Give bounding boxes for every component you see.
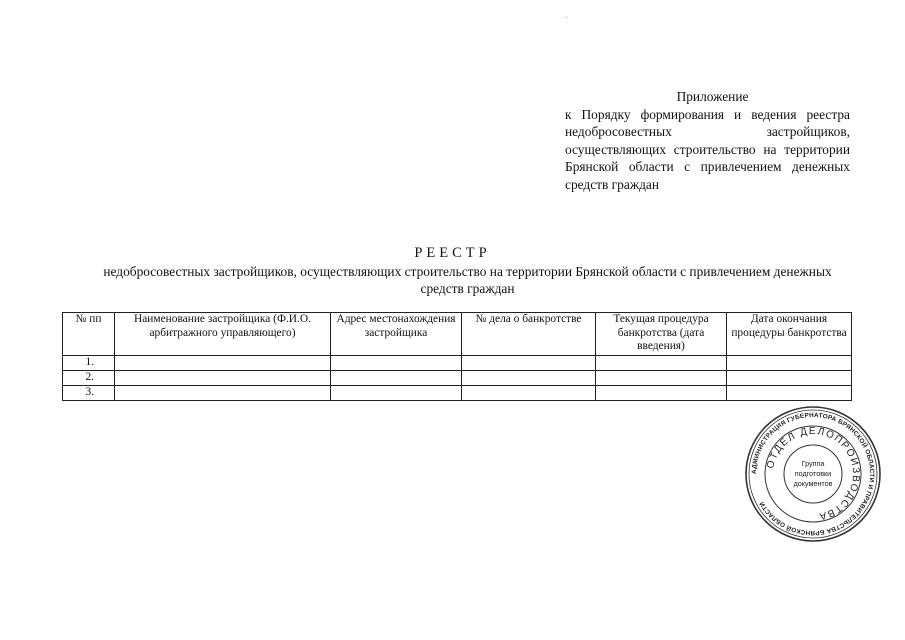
stamp-outer-text: АДМИНИСТРАЦИЯ ГУБЕРНАТОРА БРЯНСКОЙ ОБЛАСТИ И ПРАВИТЕЛЬСТВА БРЯНСКОЙ ОБЛАСТИ <box>750 411 876 537</box>
row-number: 1. <box>63 356 115 371</box>
appendix-text: к Порядку формирования и ведения реестра недобросовестных застройщиков, осуществляющих строительство на территории Брянской области с привлечением денежных средств граждан <box>565 106 850 192</box>
row-number: 2. <box>63 371 115 386</box>
table-row <box>63 371 852 386</box>
stamp-seal-icon <box>743 404 883 544</box>
table-cell <box>596 386 727 401</box>
table-cell <box>331 386 462 401</box>
appendix-block <box>565 88 850 194</box>
registry-title: РЕЕСТР <box>414 245 491 261</box>
office-stamp <box>743 404 883 544</box>
table-cell <box>115 386 331 401</box>
table-cell <box>462 386 596 401</box>
row-number: 3. <box>63 386 115 401</box>
appendix-heading: Приложение <box>676 89 749 104</box>
table-cell <box>115 371 331 386</box>
header-case-number: № дела о банкротстве <box>462 313 596 356</box>
stamp-center-line-2: подготовки <box>794 469 832 478</box>
table-row <box>63 386 852 401</box>
header-current-procedure: Текущая процедура банкротства (дата введения) <box>596 313 727 356</box>
table-row <box>63 356 852 371</box>
header-address: Адрес местонахождения застройщика <box>331 313 462 356</box>
table-cell <box>462 371 596 386</box>
header-developer-name: Наименование застройщика (Ф.И.О. арбитражного управляющего) <box>115 313 331 356</box>
table-cell <box>727 356 852 371</box>
registry-table <box>62 312 852 401</box>
scan-speck <box>566 17 567 18</box>
header-end-date: Дата окончания процедуры банкротства <box>727 313 852 356</box>
stamp-center-line-1: Группа <box>801 459 825 468</box>
table-cell <box>115 356 331 371</box>
table-cell <box>331 371 462 386</box>
registry-subtitle: недобросовестных застройщиков, осуществляющих строительство на территории Брянской области с привлечением денежных средств граждан <box>103 264 832 296</box>
table-header-row <box>63 313 852 356</box>
stamp-center-line-3: документов <box>793 479 833 488</box>
stamp-inner-text: ОТДЕЛ ДЕЛОПРОИЗВОДСТВА <box>765 425 862 522</box>
table-cell <box>596 371 727 386</box>
table-cell <box>727 371 852 386</box>
table-cell <box>462 356 596 371</box>
table-cell <box>727 386 852 401</box>
table-cell <box>331 356 462 371</box>
table-cell <box>596 356 727 371</box>
header-number: № пп <box>63 313 115 356</box>
